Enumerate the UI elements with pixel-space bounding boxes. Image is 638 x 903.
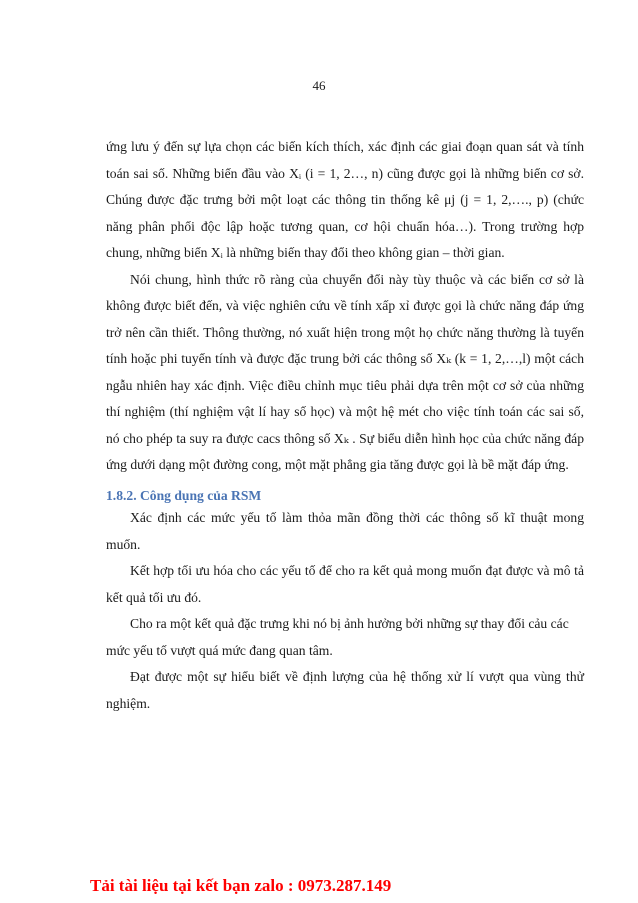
page-number: 46 xyxy=(312,78,326,93)
list-item: Xác định các mức yếu tố làm thỏa mãn đồng thời các thông số kĩ thuật mong muốn. xyxy=(106,510,584,552)
paragraph-response-function: Nói chung, hình thức rõ ràng của chuyển đổi này tùy thuộc và các biến cơ sở là không được biết đến, và việc nghiên cứu về tính xấp xỉ được gọi là chức năng đáp ứng trở nên cần thiết. Thông thường, nó xuất hiện trong một họ chức năng thường là tuyến tính hoặc phi tuyến tính và được đặc trung bởi các thông số Xₖ (k = 1, 2,…,l) một cách ngẫu nhiên hay xác định. Việc điều chỉnh mục tiêu phải dựa trên một cơ sở của những thí nghiệm (thí nghiệm vật lí hay số học) và một hệ mét cho việc tính toán các sai số, nó cho phép ta suy ra được cacs thông số Xₖ . Sự biểu diễn hình học của chức năng đáp ứng dưới dạng một đường cong, một mặt phẳng gia tăng được gọi là bề mặt đáp ứng. xyxy=(106,271,584,472)
list-item: Đạt được một sự hiểu biết về định lượng của hệ thống xử lí vượt qua vùng thử nghiệm. xyxy=(106,669,584,711)
list-item: Cho ra một kết quả đặc trưng khi nó bị ảnh hưởng bởi những sự thay đổi cảu các mức yếu tố vượt quá mức đang quan tâm. xyxy=(106,616,569,658)
section-heading: 1.8.2. Công dụng của RSM xyxy=(106,487,262,503)
paragraph-basic-variables: ứng lưu ý đến sự lựa chọn các biến kích thích, xác định các giai đoạn quan sát và tính toán sai số. Những biến đầu vào Xᵢ (i = 1, 2…, n) cũng được gọi là những biến cơ sở. Chúng được đặc trưng bởi một loạt các thông tin thống kê μj (j = 1, 2,…., p) (chức năng phân phối độc lập hoặc tương quan, cơ hội chuẩn hóa…). Trong trường hợp chung, những biến Xᵢ là những biến thay đổi theo không gian – thời gian. xyxy=(106,139,584,260)
document-body xyxy=(106,134,584,717)
footer-contact-link[interactable]: Tải tài liệu tại kết bạn zalo : 0973.287.149 xyxy=(90,876,392,895)
list-item: Kết hợp tối ưu hóa cho các yếu tố để cho ra kết quả mong muốn đạt được và mô tả kết quả tối ưu đó. xyxy=(106,563,584,605)
